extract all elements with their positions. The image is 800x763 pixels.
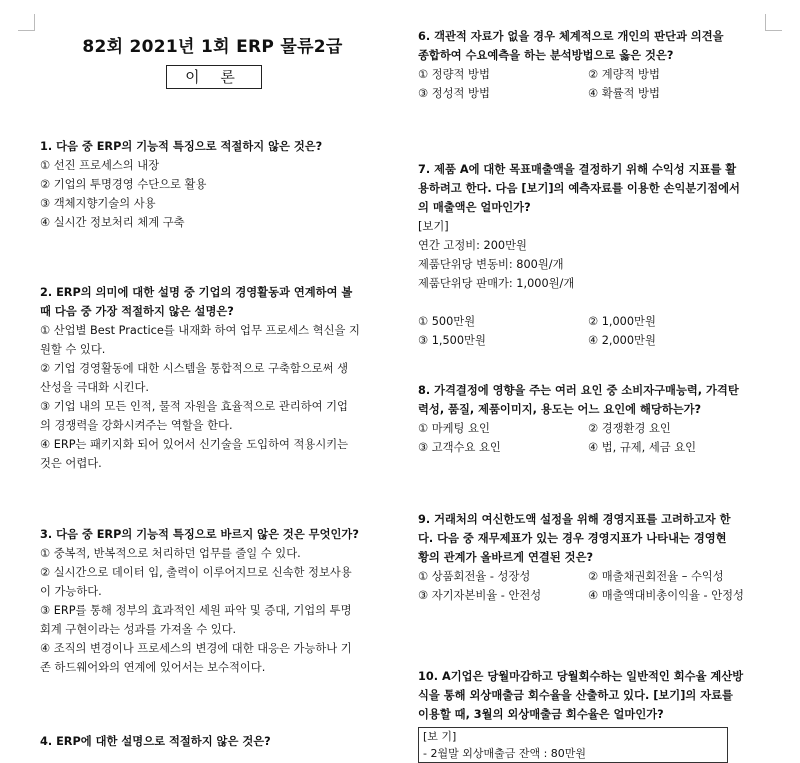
question-stem: 4. ERP에 대한 설명으로 적절하지 않은 것은? (40, 735, 271, 748)
option-2: ② 경쟁환경 요인 (588, 422, 671, 435)
option-line: ④ 조직의 변경이나 프로세스의 변경에 대한 대응은 가능하나 기 (40, 642, 352, 655)
question-6 (418, 27, 773, 103)
option-3: ③ 정성적 방법 (418, 87, 490, 100)
reference-title: [보 기] (423, 730, 457, 743)
option-1: ① 선진 프로세스의 내장 (40, 159, 160, 172)
crop-mark-top-left (18, 14, 35, 31)
question-1 (40, 137, 385, 232)
option-2: ② 매출채권회전율 – 수익성 (588, 570, 724, 583)
question-stem: 1. 다음 중 ERP의 기능적 특징으로 적절하지 않은 것은? (40, 140, 323, 153)
option-1: ① 500만원 (418, 315, 476, 328)
option-row (418, 65, 773, 84)
reference-title: [보기] (418, 220, 449, 233)
question-stem-line-2: 종합하여 수요예측을 하는 분석방법으로 옳은 것은? (418, 49, 674, 62)
question-3 (40, 525, 385, 677)
option-row (418, 567, 773, 586)
option-1: ① 정량적 방법 (418, 68, 490, 81)
option-4: ④ 2,000만원 (588, 334, 656, 347)
option-line: ② 기업 경영활동에 대한 시스템을 통합적으로 구축함으로써 생 (40, 362, 349, 375)
question-stem-line-1: 10. A기업은 당월마감하고 당월회수하는 일반적인 회수율 계산방 (418, 670, 744, 683)
option-line: 회계 구현이라는 성과를 가져올 수 있다. (40, 623, 237, 636)
option-3: ③ 고객수요 요인 (418, 441, 501, 454)
option-1: ① 마케팅 요인 (418, 422, 490, 435)
option-line: ② 실시간으로 데이터 입, 출력이 이루어지므로 신속한 정보사용 (40, 566, 352, 579)
question-stem-line-2: 때 다음 중 가장 적절하지 않은 설명은? (40, 305, 234, 318)
question-9 (418, 510, 773, 605)
option-line: 의 경쟁력을 강화시켜주는 역할을 한다. (40, 419, 233, 432)
option-4: ④ 매출액대비총이익율 - 안정성 (588, 589, 744, 602)
option-2: ② 1,000만원 (588, 315, 656, 328)
option-row (418, 331, 773, 350)
option-line: 존 하드웨어와의 연계에 있어서는 보수적이다. (40, 661, 266, 674)
question-stem-line-3: 황의 관계가 올바르게 연결된 것은? (418, 551, 594, 564)
option-line: 이 가능하다. (40, 585, 102, 598)
option-4: ④ 실시간 정보처리 체계 구축 (40, 216, 185, 229)
question-8 (418, 381, 773, 457)
reference-line: 제품단위당 변동비: 800원/개 (418, 258, 564, 271)
question-stem-line-2: 식을 통해 외상매출금 회수율을 산출하고 있다. [보기]의 자료를 (418, 689, 733, 702)
question-stem-line-1: 6. 객관적 자료가 없을 경우 체계적으로 개인의 판단과 의견을 (418, 30, 724, 43)
question-stem-line-1: 7. 제품 A에 대한 목표매출액을 결정하기 위해 수익성 지표를 활 (418, 163, 737, 176)
question-10 (418, 667, 773, 763)
option-3: ③ 1,500만원 (418, 334, 486, 347)
question-2 (40, 283, 385, 473)
option-1: ① 상품회전율 - 성장성 (418, 570, 531, 583)
option-line: 산성을 극대화 시킨다. (40, 381, 149, 394)
option-4: ④ 확률적 방법 (588, 87, 660, 100)
option-row (418, 312, 773, 331)
option-line: ① 중복적, 반복적으로 처리하던 업무를 줄일 수 있다. (40, 547, 301, 560)
exam-title: 82회 2021년 1회 ERP 물류2급 (82, 37, 343, 57)
option-3: ③ 자기자본비율 - 안전성 (418, 589, 542, 602)
question-stem: 3. 다음 중 ERP의 기능적 특징으로 바르지 않은 것은 무엇인가? (40, 528, 359, 541)
option-line: ③ 기업 내의 모든 인적, 물적 자원을 효율적으로 관리하여 기업 (40, 400, 348, 413)
reference-line: - 2월말 외상매출금 잔액 : 80만원 (423, 747, 587, 760)
question-stem-line-3: 이용할 때, 3월의 외상매출금 회수율은 얼마인가? (418, 708, 664, 721)
question-stem-line-1: 9. 거래처의 여신한도액 설정을 위해 경영지표를 고려하고자 한 (418, 513, 731, 526)
option-row (418, 419, 773, 438)
question-stem-line-3: 의 매출액은 얼마인가? (418, 201, 531, 214)
question-7 (418, 160, 773, 350)
option-row (418, 586, 773, 605)
question-stem-line-1: 2. ERP의 의미에 대한 설명 중 기업의 경영활동과 연계하여 볼 (40, 286, 353, 299)
question-stem-line-2: 다. 다음 중 재무제표가 있는 경우 경영지표가 나타내는 경영현 (418, 532, 727, 545)
option-row (418, 438, 773, 457)
section-label-theory: 이 론 (166, 65, 262, 89)
option-4: ④ 법, 규제, 세금 요인 (588, 441, 697, 454)
reference-line: 제품단위당 판매가: 1,000원/개 (418, 277, 575, 290)
option-row (418, 84, 773, 103)
option-line: ④ ERP는 패키지화 되어 있어서 신기술을 도입하여 적용시키는 (40, 438, 349, 451)
reference-line: 연간 고정비: 200만원 (418, 239, 527, 252)
option-line: ③ ERP를 통해 정부의 효과적인 세원 파악 및 증대, 기업의 투명 (40, 604, 352, 617)
question-stem-line-1: 8. 가격결정에 영향을 주는 여러 요인 중 소비자구매능력, 가격탄 (418, 384, 739, 397)
option-line: 원할 수 있다. (40, 343, 106, 356)
option-2: ② 계량적 방법 (588, 68, 660, 81)
question-stem-line-2: 력성, 품질, 제품이미지, 용도는 어느 요인에 해당하는가? (418, 403, 702, 416)
question-4 (40, 732, 385, 751)
question-stem-line-2: 용하려고 한다. 다음 [보기]의 예측자료를 이용한 손익분기점에서 (418, 182, 740, 195)
option-line: 것은 어렵다. (40, 457, 102, 470)
option-line: ① 산업별 Best Practice를 내재화 하여 업무 프로세스 혁신을 지 (40, 324, 360, 337)
option-2: ② 기업의 투명경영 수단으로 활용 (40, 178, 207, 191)
option-3: ③ 객체지향기술의 사용 (40, 197, 156, 210)
reference-box (418, 727, 728, 763)
